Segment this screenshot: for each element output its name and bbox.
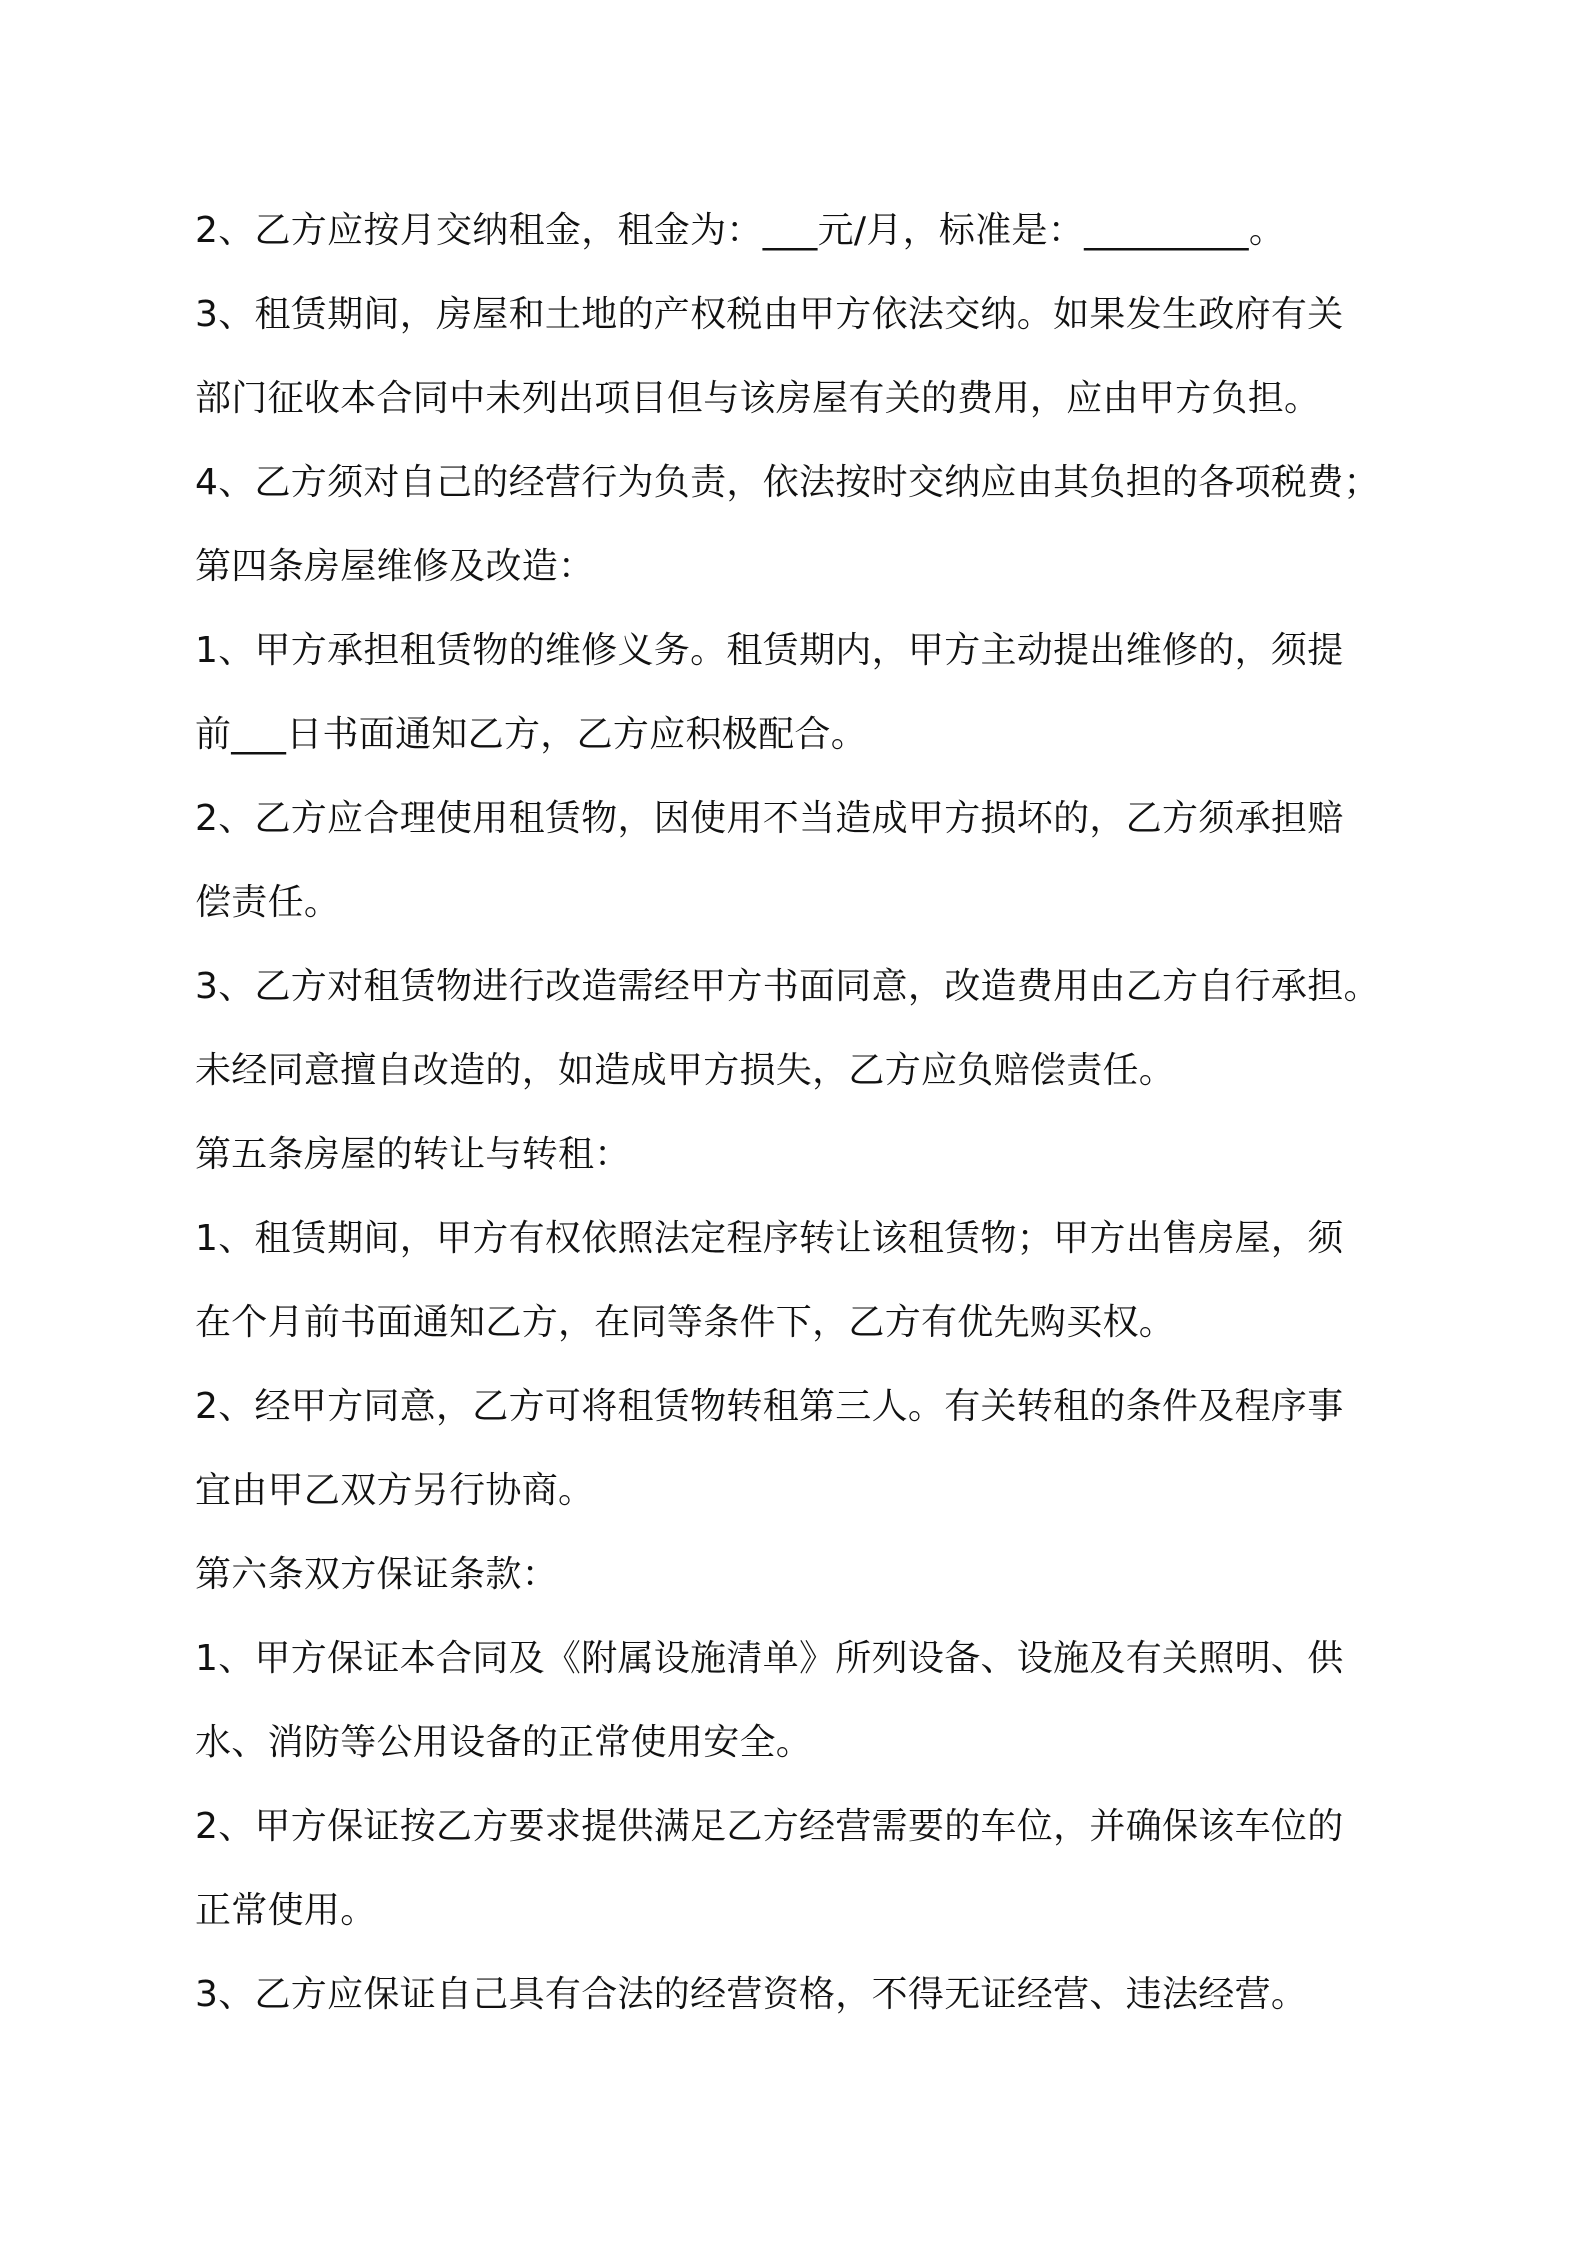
- section-heading-maintenance: 第四条房屋维修及改造：: [195, 546, 595, 587]
- transfer-clause-1-line-1: 1、租赁期间，甲方有权依照法定程序转让该租赁物；甲方出售房屋，须: [195, 1218, 1344, 1259]
- tax-clause-line-2: 部门征收本合同中未列出项目但与该房屋有关的费用，应由甲方负担。: [195, 378, 1321, 419]
- transfer-clause-2-line-2: 宜由甲乙双方另行协商。: [195, 1470, 595, 1511]
- maintenance-clause-3-line-2: 未经同意擅自改造的，如造成甲方损失，乙方应负赔偿责任。: [195, 1050, 1176, 1091]
- guarantee-clause-1-line-1: 1、甲方保证本合同及《附属设施清单》所列设备、设施及有关照明、供: [195, 1638, 1344, 1679]
- transfer-clause-2-line-1: 2、经甲方同意，乙方可将租赁物转租第三人。有关转租的条件及程序事: [195, 1386, 1344, 1427]
- section-heading-guarantees: 第六条双方保证条款：: [195, 1554, 559, 1595]
- guarantee-clause-1-line-2: 水、消防等公用设备的正常使用安全。: [195, 1722, 813, 1763]
- maintenance-clause-1-line-2: 前___日书面通知乙方，乙方应积极配合。: [195, 714, 867, 755]
- transfer-clause-1-line-2: 在个月前书面通知乙方，在同等条件下，乙方有优先购买权。: [195, 1302, 1176, 1343]
- section-heading-transfer: 第五条房屋的转让与转租：: [195, 1134, 631, 1175]
- tenant-tax-line: 4、乙方须对自己的经营行为负责，依法按时交纳应由其负担的各项税费；: [195, 462, 1380, 503]
- maintenance-clause-2-line-1: 2、乙方应合理使用租赁物，因使用不当造成甲方损坏的，乙方须承担赔: [195, 798, 1344, 839]
- guarantee-clause-2-line-1: 2、甲方保证按乙方要求提供满足乙方经营需要的车位，并确保该车位的: [195, 1806, 1344, 1847]
- maintenance-clause-3-line-1: 3、乙方对租赁物进行改造需经甲方书面同意，改造费用由乙方自行承担。: [195, 966, 1380, 1007]
- contract-text: [195, 198, 1415, 2046]
- maintenance-clause-2-line-2: 偿责任。: [195, 882, 341, 923]
- guarantee-clause-3-line-1: 3、乙方应保证自己具有合法的经营资格，不得无证经营、违法经营。: [195, 1974, 1308, 2015]
- tax-clause-line-1: 3、租赁期间，房屋和土地的产权税由甲方依法交纳。如果发生政府有关: [195, 294, 1344, 335]
- guarantee-clause-2-line-2: 正常使用。: [195, 1890, 377, 1931]
- rent-payment-line: 2、乙方应按月交纳租金，租金为：___元/月，标准是：_________。: [195, 210, 1286, 251]
- maintenance-clause-1-line-1: 1、甲方承担租赁物的维修义务。租赁期内，甲方主动提出维修的，须提: [195, 630, 1344, 671]
